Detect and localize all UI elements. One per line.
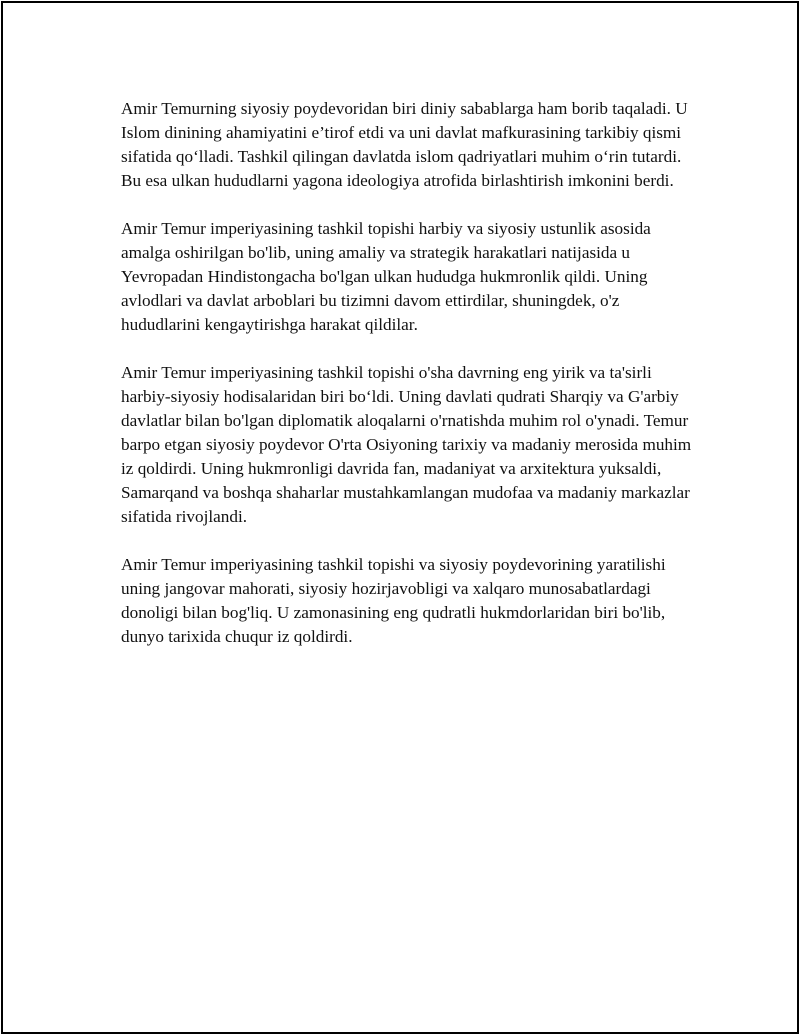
document-page xyxy=(1,1,799,1034)
document-body xyxy=(121,97,701,673)
paragraph-4: Amir Temur imperiyasining tashkil topishi va siyosiy poydevorining yaratilishi uning jangovar mahorati, siyosiy hozirjavobligi va xalqaro munosabatlardagi donoligi bilan bog'liq. U zamonasining eng qudratli hukmdorlaridan biri bo'lib, dunyo tarixida chuqur iz qoldirdi. xyxy=(121,555,666,646)
paragraph-3: Amir Temur imperiyasining tashkil topishi o'sha davrning eng yirik va ta'sirli harbiy-siyosiy hodisalaridan biri bo‘ldi. Uning davlati qudrati Sharqiy va G'arbiy davlatlar bilan bo'lgan diplomatik aloqalarni o'rnatishda muhim rol o'ynadi. Temur barpo etgan siyosiy poydevor O'rta Osiyoning tarixiy va madaniy merosida muhim iz qoldirdi. Uning hukmronligi davrida fan, madaniyat va arxitektura yuksaldi, Samarqand va boshqa shaharlar mustahkamlangan mudofaa va madaniy markazlar sifatida rivojlandi. xyxy=(121,363,692,526)
paragraph-2: Amir Temur imperiyasining tashkil topishi harbiy va siyosiy ustunlik asosida amalga oshirilgan bo'lib, uning amaliy va strategik harakatlari natijasida u Yevropadan Hindistongacha bo'lgan ulkan hududga hukmronlik qildi. Uning avlodlari va davlat arboblari bu tizimni davom ettirdilar, shuningdek, o'z hududlarini kengaytirishga harakat qildilar. xyxy=(121,219,651,334)
paragraph-1: Amir Temurning siyosiy poydevoridan biri diniy sabablarga ham borib taqaladi. U Islom dinining ahamiyatini e’tirof etdi va uni davlat mafkurasining tarkibiy qismi sifatida qo‘lladi. Tashkil qilingan davlatda islom qadriyatlari muhim o‘rin tutardi. Bu esa ulkan hududlarni yagona ideologiya atrofida birlashtirish imkonini berdi. xyxy=(121,99,688,190)
